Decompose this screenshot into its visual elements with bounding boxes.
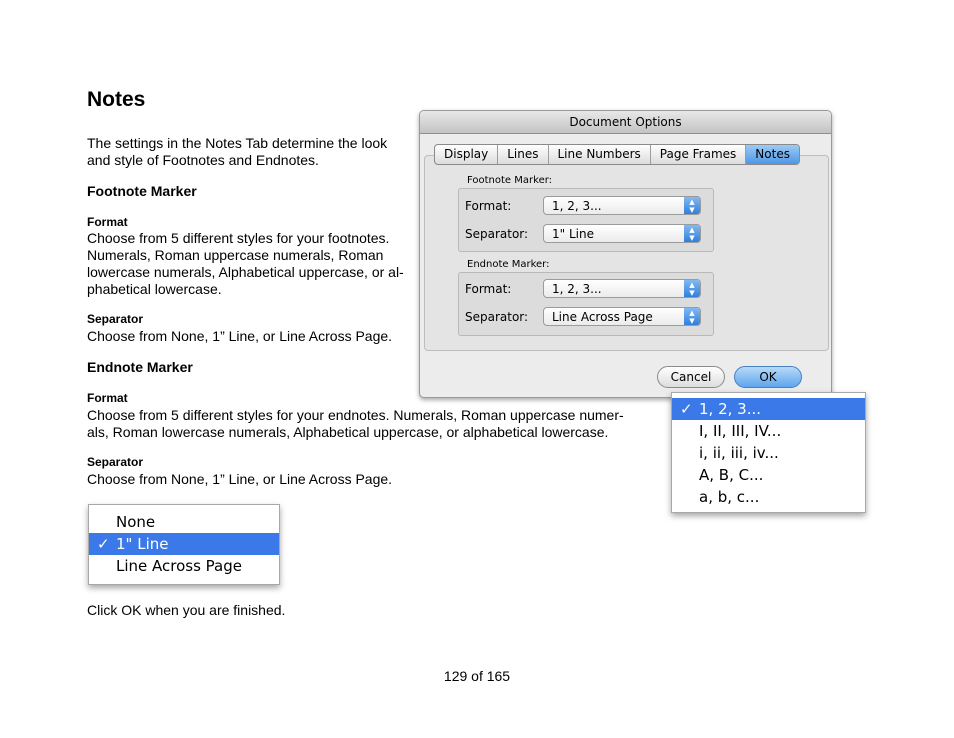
footnote-separator-heading: Separator xyxy=(87,312,144,326)
updown-arrows-icon: ▲ ▼ xyxy=(684,225,700,242)
menu-item-1-inch-line[interactable]: ✓ 1" Line xyxy=(89,533,279,555)
checkmark-icon: ✓ xyxy=(97,535,110,553)
footnote-marker-heading: Footnote Marker xyxy=(87,183,197,199)
updown-arrows-icon: ▲ ▼ xyxy=(684,197,700,214)
footnote-format-heading: Format xyxy=(87,215,128,229)
tab-notes[interactable]: Notes xyxy=(746,145,799,164)
endnote-format-label: Format: xyxy=(465,282,512,296)
footnote-format-label: Format: xyxy=(465,199,512,213)
tab-line-numbers[interactable]: Line Numbers xyxy=(549,145,651,164)
footnote-separator-label: Separator: xyxy=(465,227,529,241)
tab-lines[interactable]: Lines xyxy=(498,145,548,164)
format-options-menu xyxy=(671,392,866,513)
page-title: Notes xyxy=(87,88,146,111)
endnote-group-label: Endnote Marker: xyxy=(467,259,550,270)
menu-item-roman-upper[interactable]: I, II, III, IV... xyxy=(699,422,782,440)
endnote-marker-heading: Endnote Marker xyxy=(87,359,193,375)
footnote-separator-select[interactable]: 1" Line ▲ ▼ xyxy=(543,224,701,243)
endnote-format-text: Choose from 5 different styles for your endnotes. Numerals, Roman uppercase numer- als, Roman lowercase numerals, Alphabetical uppercase, or alphabetical lowercase. xyxy=(87,407,624,440)
document-options-dialog xyxy=(419,110,832,398)
tab-bar xyxy=(434,144,800,165)
tab-display[interactable]: Display xyxy=(435,145,498,164)
menu-item-line-across-page[interactable]: Line Across Page xyxy=(116,557,242,575)
endnote-separator-label: Separator: xyxy=(465,310,529,324)
footnote-format-text: Choose from 5 different styles for your footnotes. Numerals, Roman uppercase numerals, Roman lowercase numerals, Alphabetical uppercase, or al- phabetical lowercase. xyxy=(87,230,404,297)
endnote-separator-select[interactable]: Line Across Page ▲ ▼ xyxy=(543,307,701,326)
dialog-title: Document Options xyxy=(420,111,831,134)
intro-paragraph: The settings in the Notes Tab determine the look and style of Footnotes and Endnotes. xyxy=(87,135,388,168)
menu-item-alpha-upper[interactable]: A, B, C... xyxy=(699,466,764,484)
checkmark-icon: ✓ xyxy=(680,400,693,418)
endnote-separator-heading: Separator xyxy=(87,455,144,469)
updown-arrows-icon: ▲ ▼ xyxy=(684,308,700,325)
cancel-button[interactable]: Cancel xyxy=(657,366,725,388)
footnote-format-select[interactable]: 1, 2, 3... ▲ ▼ xyxy=(543,196,701,215)
endnote-format-heading: Format xyxy=(87,391,128,405)
endnote-separator-text: Choose from None, 1” Line, or Line Across Page. xyxy=(87,471,393,487)
page-number: 129 of 165 xyxy=(443,668,511,684)
closing-text: Click OK when you are finished. xyxy=(87,602,286,618)
tab-page-frames[interactable]: Page Frames xyxy=(651,145,747,164)
ok-button[interactable]: OK xyxy=(734,366,802,388)
separator-options-menu xyxy=(88,504,280,585)
footnote-group-label: Footnote Marker: xyxy=(467,175,553,186)
menu-item-alpha-lower[interactable]: a, b, c... xyxy=(699,488,760,506)
menu-item-roman-lower[interactable]: i, ii, iii, iv... xyxy=(699,444,779,462)
footnote-separator-text: Choose from None, 1” Line, or Line Across Page. xyxy=(87,328,393,344)
endnote-format-select[interactable]: 1, 2, 3... ▲ ▼ xyxy=(543,279,701,298)
menu-item-none[interactable]: None xyxy=(116,513,156,531)
updown-arrows-icon: ▲ ▼ xyxy=(684,280,700,297)
menu-item-arabic[interactable]: ✓ 1, 2, 3... xyxy=(672,398,865,420)
